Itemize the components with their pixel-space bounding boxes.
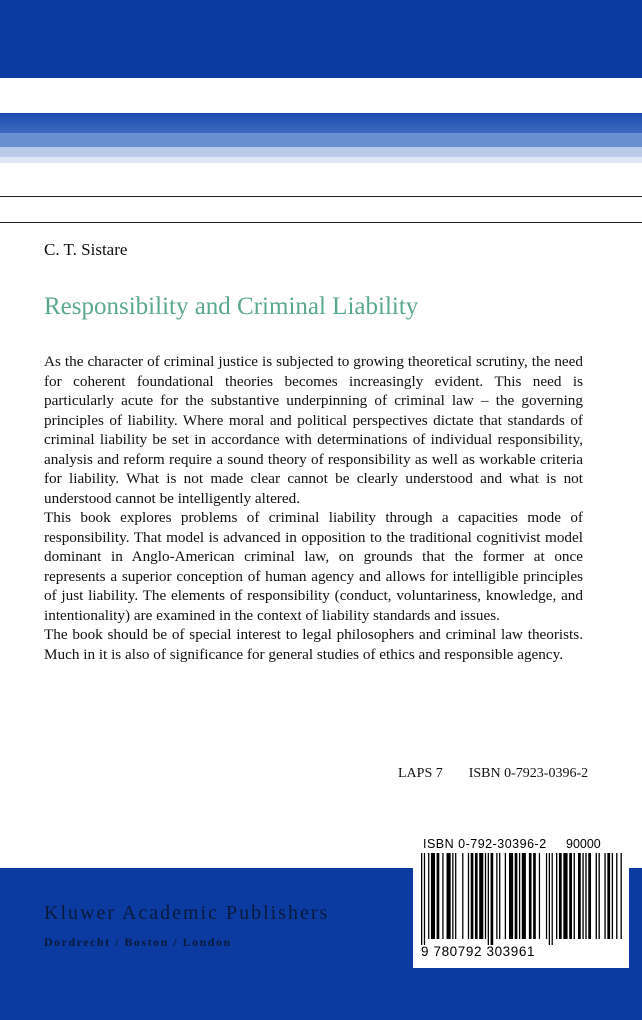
barcode-bar xyxy=(505,853,506,939)
barcode-bar xyxy=(488,853,489,945)
barcode-bar xyxy=(588,853,591,939)
barcode-bar xyxy=(491,853,494,945)
barcode-bar xyxy=(455,853,456,939)
barcode-bar xyxy=(499,853,500,939)
barcode-bar xyxy=(549,853,550,945)
barcode-bar xyxy=(559,853,562,939)
barcode-bar xyxy=(607,853,610,939)
barcode-bar xyxy=(485,853,486,939)
gradient-stripe xyxy=(0,157,642,163)
barcode-bar xyxy=(447,853,451,939)
barcode-bar xyxy=(621,853,622,939)
series-label: LAPS 7 xyxy=(398,766,443,781)
top-blue-band xyxy=(0,0,642,78)
barcode-bar xyxy=(596,853,597,939)
barcode-bar xyxy=(515,853,518,939)
barcode-bar xyxy=(574,853,575,939)
series-isbn-line xyxy=(398,766,614,782)
barcode-bar xyxy=(479,853,483,939)
barcode-bar xyxy=(424,853,425,945)
barcode-bar xyxy=(496,853,497,939)
blurb-paragraph: The book should be of special interest to legal philosophers and criminal law theorists. Much in it is also of significance for general studies of ethics and responsible agency. xyxy=(44,626,583,663)
ean-barcode-bars xyxy=(421,853,553,945)
barcode-bar xyxy=(471,853,474,939)
barcode-bar xyxy=(612,853,613,939)
barcode-bar xyxy=(585,853,586,939)
barcode-bar xyxy=(604,853,605,939)
barcode-bar xyxy=(529,853,532,939)
barcode-bar xyxy=(539,853,540,939)
barcode-bar xyxy=(569,853,572,939)
barcode-bar xyxy=(509,853,513,939)
barcode-bar xyxy=(533,853,536,939)
back-cover-blurb xyxy=(44,352,583,664)
divider-line xyxy=(0,222,642,223)
blurb-paragraph: This book explores problems of criminal liability through a capacities mode of responsibility. That model is advanced in opposition to the traditional cognitivist model dominant in Anglo-American criminal law, on grounds that the former at once represents a superior conception of human agency and allows for intelligible principles of just liability. The elements of responsibility (conduct, voluntariness, knowledge, and intentionality) are examined in the context of liability standards and issues. xyxy=(44,509,583,624)
barcode-bar xyxy=(556,853,557,939)
isbn-text: ISBN 0-7923-0396-2 xyxy=(468,766,589,781)
barcode-bar xyxy=(468,853,469,939)
book-title: Responsibility and Criminal Liability xyxy=(44,293,419,320)
barcode-bar xyxy=(578,853,581,939)
barcode-bar xyxy=(428,853,429,939)
barcode-bar xyxy=(616,853,617,939)
barcode-bar xyxy=(442,853,443,939)
blurb-paragraph: As the character of criminal justice is subjected to growing theoretical scrutiny, the need for coherent foundational theories becomes increasingly evident. This need is particularly acute for the substantive underpinning of criminal law – the governing principles of liability. Where moral and political perspectives dictate that standards of criminal liability be set in accordance with determinations of individual responsibility, analysis and reform require a sound theory of responsibility as well as workable criteria for liability. What is not made clear cannot be clearly understood and what is not understood cannot be intelligently altered. xyxy=(44,353,583,507)
barcode-bar xyxy=(522,853,526,939)
author-name: C. T. Sistare xyxy=(44,240,128,259)
barcode-bar xyxy=(563,853,567,939)
barcode-bar xyxy=(582,853,583,939)
barcode-bar xyxy=(431,853,435,939)
gradient-stripe xyxy=(0,133,642,147)
barcode-bar xyxy=(462,853,463,939)
barcode-bar xyxy=(421,853,422,945)
barcode-panel xyxy=(413,831,629,968)
addon-barcode-bars xyxy=(556,853,622,945)
barcode-price-code: 90000 xyxy=(566,837,601,851)
gradient-stripe xyxy=(0,113,642,133)
barcode-ean-digits: 9 780792 303961 xyxy=(421,944,536,959)
barcode-bar xyxy=(437,853,440,939)
publisher-places: Dordrecht / Boston / London xyxy=(44,935,232,949)
barcode-bar xyxy=(519,853,520,939)
gradient-stripe xyxy=(0,147,642,157)
barcode-bar xyxy=(599,853,600,939)
barcode-bar xyxy=(475,853,478,939)
publisher-name: Kluwer Academic Publishers xyxy=(44,902,330,924)
barcode-bar xyxy=(552,853,553,945)
divider-line xyxy=(0,196,642,197)
barcode-isbn-label: ISBN 0-792-30396-2 xyxy=(423,837,547,851)
barcode-bar xyxy=(546,853,547,939)
barcode-bar xyxy=(452,853,453,939)
